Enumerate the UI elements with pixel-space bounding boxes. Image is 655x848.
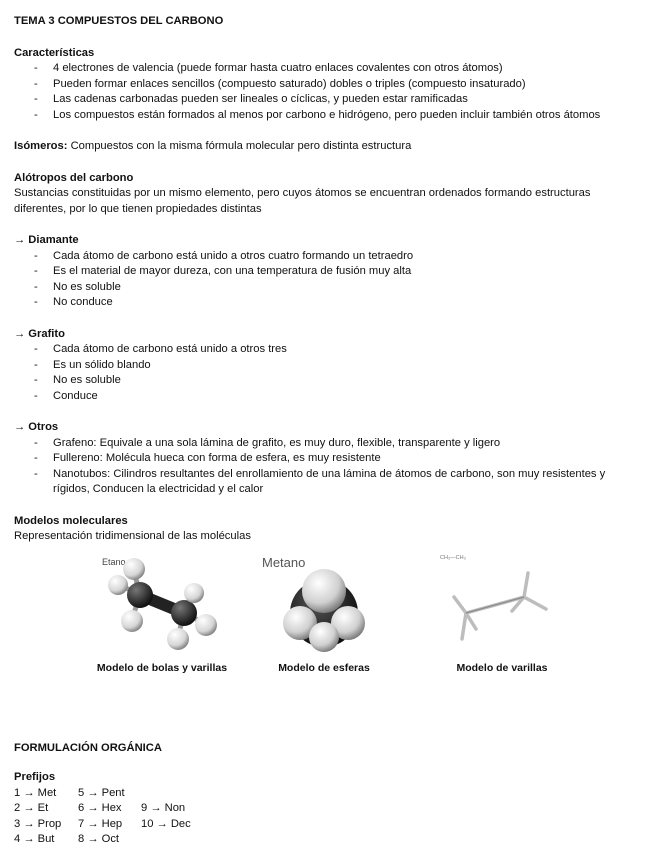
- prefix-row: [14, 817, 642, 833]
- otros-heading: → Otros: [14, 421, 59, 433]
- prefix-item: 8 → Oct: [78, 833, 120, 845]
- prefix-item: 6 → Hex: [78, 802, 122, 814]
- caracteristicas-heading: Características: [14, 46, 95, 59]
- alotropos-heading: Alótropos del carbono: [14, 171, 134, 184]
- methane-label: Metano: [262, 554, 306, 570]
- prefix-item: 3 → Prop: [14, 817, 62, 830]
- prefix-item: 9 → Non: [141, 802, 186, 814]
- space-filling-caption: Modelo de esferas: [278, 661, 370, 674]
- section-isomeros: [14, 139, 642, 155]
- stick-model: [432, 551, 572, 677]
- prefix-row: [14, 801, 642, 817]
- isomeros-text: Compuestos con la misma fórmula molecular pero distinta estructura: [70, 140, 412, 152]
- ethane-label: Etano: [102, 556, 126, 567]
- section-otros: [14, 420, 642, 498]
- list-item: - Pueden formar enlaces sencillos (compuesto saturado) dobles o triples (compuesto insaturado): [14, 77, 642, 93]
- diamante-heading: → Diamante: [14, 234, 79, 246]
- list-item: - No conduce: [14, 295, 642, 311]
- ball-and-stick-caption: Modelo de bolas y varillas: [96, 661, 228, 674]
- list-item: - Grafeno: Equivale a una sola lámina de grafito, es muy duro, flexible, transparente y ligero: [14, 436, 642, 452]
- section-prefijos: [14, 770, 642, 848]
- list-item: - Las cadenas carbonadas pueden ser lineales o cíclicas, y pueden estar ramificadas: [14, 92, 642, 108]
- ball-and-stick-model: [92, 551, 232, 677]
- otros-list: [14, 436, 642, 498]
- section-formulacion: [14, 741, 642, 757]
- list-item: - Es el material de mayor dureza, con una temperatura de fusión muy alta: [14, 264, 642, 280]
- list-item: - Fullereno: Molécula hueca con forma de esfera, es muy resistente: [14, 451, 642, 467]
- section-grafito: [14, 327, 642, 405]
- formulacion-heading: FORMULACIÓN ORGÁNICA: [14, 741, 162, 754]
- document-title: TEMA 3 COMPUESTOS DEL CARBONO: [14, 15, 224, 27]
- list-item: - Es un sólido blando: [14, 358, 642, 374]
- list-item: - 4 electrones de valencia (puede formar hasta cuatro enlaces covalentes con otros átomos): [14, 61, 642, 77]
- prefix-row: [14, 786, 642, 802]
- modelos-heading: Modelos moleculares: [14, 514, 128, 527]
- prefix-item: 4 → But: [14, 833, 55, 845]
- ball-and-stick-image: [92, 551, 232, 659]
- molecular-models-figure: [14, 551, 642, 693]
- grafito-heading: → Grafito: [14, 327, 65, 340]
- list-item: - No es soluble: [14, 373, 642, 389]
- list-item: - Cada átomo de carbono está unido a otros cuatro formando un tetraedro: [14, 249, 642, 265]
- list-item: - No es soluble: [14, 280, 642, 296]
- stick-image: [432, 551, 572, 659]
- space-filling-model: [254, 551, 394, 677]
- space-filling-image: [254, 551, 394, 659]
- diamante-list: [14, 249, 642, 311]
- section-diamante: [14, 233, 642, 311]
- stick-caption: Modelo de varillas: [456, 661, 548, 674]
- section-modelos: [14, 514, 642, 693]
- list-item: - Los compuestos están formados al menos por carbono e hidrógeno, pero pueden incluir también otros átomos: [14, 108, 642, 124]
- section-alotropos: [14, 171, 642, 218]
- ethane-formula-label: CH₃—CH₃: [440, 554, 466, 561]
- caracteristicas-list: [14, 61, 642, 123]
- list-item: - Nanotubos: Cilindros resultantes del enrollamiento de una lámina de átomos de carbono, son muy resistentes y rígidos, Conducen la electricidad y el calor: [14, 467, 642, 498]
- modelos-text: Representación tridimensional de las moléculas: [14, 530, 251, 542]
- grafito-list: [14, 342, 642, 404]
- prefix-item: 7 → Hep: [78, 817, 123, 830]
- prefix-item: 1 → Met: [14, 786, 57, 799]
- prefijos-heading: Prefijos: [14, 771, 56, 783]
- prefix-item: 2 → Et: [14, 802, 49, 814]
- alotropos-text: Sustancias constituidas por un mismo elemento, pero cuyos átomos se encuentran ordenados formando estructuras diferentes, por lo que tienen propiedades distintas: [14, 187, 591, 215]
- list-item: - Cada átomo de carbono está unido a otros tres: [14, 342, 642, 358]
- prefix-item: 10 → Dec: [141, 817, 191, 830]
- document-page: [14, 14, 642, 848]
- isomeros-label: Isómeros:: [14, 140, 68, 152]
- section-caracteristicas: [14, 46, 642, 124]
- prefix-item: 5 → Pent: [78, 786, 125, 799]
- list-item: - Conduce: [14, 389, 642, 405]
- prefix-row: [14, 832, 642, 848]
